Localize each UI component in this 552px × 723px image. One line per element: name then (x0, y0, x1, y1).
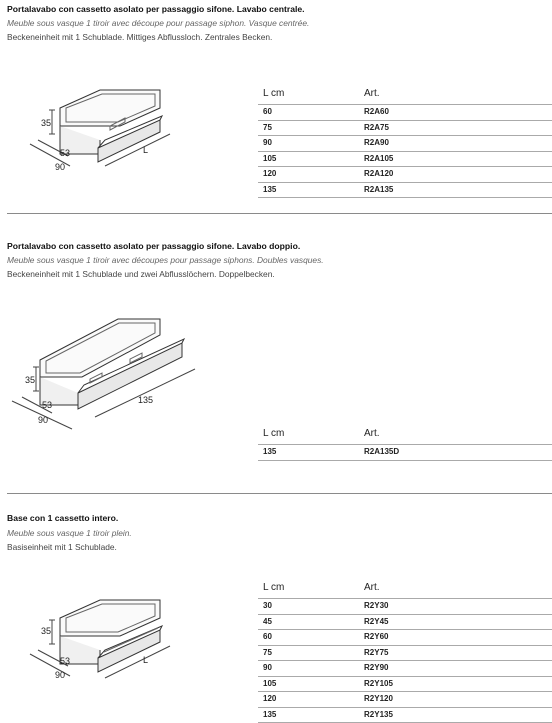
section-subtitle-fr: Meuble sous vasque 1 tiroir plein. (7, 528, 132, 538)
article-code-cell: R2Y120 (364, 694, 393, 703)
dim-height-label: 35 (41, 626, 51, 636)
section-title: Base con 1 cassetto intero. (7, 513, 118, 523)
table-header (258, 86, 552, 104)
length-cell: 75 (263, 123, 272, 132)
article-table (258, 86, 552, 198)
section-title: Portalavabo con cassetto asolato per passaggio sifone. Lavabo centrale. (7, 4, 305, 14)
table-row (258, 104, 552, 120)
section-title: Portalavabo con cassetto asolato per passaggio sifone. Lavabo doppio. (7, 241, 300, 251)
col-art-header: Art. (364, 428, 380, 439)
length-cell: 90 (263, 663, 272, 672)
table-row (258, 707, 552, 723)
article-code-cell: R2Y30 (364, 601, 388, 610)
article-code-cell: R2A105 (364, 154, 393, 163)
length-cell: 90 (263, 138, 272, 147)
length-cell: 120 (263, 694, 276, 703)
section-divider (7, 493, 552, 494)
table-row (258, 660, 552, 676)
article-code-cell: R2A90 (364, 138, 389, 147)
dim-depth-total-label: 90 (38, 415, 48, 425)
section-subtitle-de: Beckeneinheit mit 1 Schublade. Mittiges Abflussloch. Zentrales Becken. (7, 32, 272, 42)
length-cell: 60 (263, 632, 272, 641)
table-row (258, 598, 552, 614)
article-code-cell: R2Y105 (364, 679, 393, 688)
dim-length-label: L (143, 655, 148, 665)
table-row (258, 629, 552, 645)
cabinet-drawing (0, 590, 200, 705)
table-row (258, 151, 552, 167)
article-code-cell: R2A120 (364, 169, 393, 178)
table-row (258, 691, 552, 707)
col-length-header: L cm (263, 428, 284, 439)
col-art-header: Art. (364, 88, 380, 99)
table-row (258, 444, 552, 461)
table-row (258, 676, 552, 692)
col-art-header: Art. (364, 582, 380, 593)
dim-height-label: 35 (41, 118, 51, 128)
article-code-cell: R2Y75 (364, 648, 388, 657)
dim-height-label: 35 (25, 375, 35, 385)
section-subtitle-fr: Meuble sous vasque 1 tiroir avec découpes pour passage siphons. Doubles vasques. (7, 255, 324, 265)
table-row (258, 135, 552, 151)
section-subtitle-de: Beckeneinheit mit 1 Schublade und zwei Abflusslöchern. Doppelbecken. (7, 269, 275, 279)
length-cell: 135 (263, 185, 276, 194)
cabinet-top-outline (60, 90, 160, 126)
col-length-header: L cm (263, 582, 284, 593)
length-cell: 105 (263, 154, 276, 163)
table-row (258, 614, 552, 630)
col-length-header: L cm (263, 88, 284, 99)
length-cell: 30 (263, 601, 272, 610)
length-cell: 60 (263, 107, 272, 116)
dim-depth-label: 53 (42, 400, 52, 410)
table-row (258, 645, 552, 661)
article-code-cell: R2A135D (364, 447, 399, 456)
dim-depth-label: 53 (60, 148, 70, 158)
table-row (258, 120, 552, 136)
length-cell: 120 (263, 169, 276, 178)
length-cell: 45 (263, 617, 272, 626)
dim-length-label: 135 (138, 395, 153, 405)
article-code-cell: R2Y90 (364, 663, 388, 672)
table-header (258, 426, 552, 444)
cabinet-drawing (0, 70, 200, 185)
length-cell: 75 (263, 648, 272, 657)
section-subtitle-de: Basiseinheit mit 1 Schublade. (7, 542, 117, 552)
table-row (258, 182, 552, 199)
article-code-cell: R2Y135 (364, 710, 393, 719)
table-header (258, 580, 552, 598)
dim-depth-total-label: 90 (55, 670, 65, 680)
article-code-cell: R2Y60 (364, 632, 388, 641)
cabinet-top-outline (60, 600, 160, 636)
dim-depth-total-label: 90 (55, 162, 65, 172)
article-code-cell: R2A60 (364, 107, 389, 116)
article-code-cell: R2A75 (364, 123, 389, 132)
dim-length-label: L (143, 145, 148, 155)
length-cell: 105 (263, 679, 276, 688)
section-subtitle-fr: Meuble sous vasque 1 tiroir avec découpe pour passage siphon. Vasque centrée. (7, 18, 309, 28)
cabinet-drawing (0, 305, 210, 430)
length-cell: 135 (263, 447, 276, 456)
dim-depth-label: 53 (60, 656, 70, 666)
article-table (258, 580, 552, 723)
article-code-cell: R2A135 (364, 185, 393, 194)
section-divider (7, 213, 552, 214)
length-cell: 135 (263, 710, 276, 719)
table-row (258, 166, 552, 182)
article-table (258, 426, 552, 461)
article-code-cell: R2Y45 (364, 617, 388, 626)
